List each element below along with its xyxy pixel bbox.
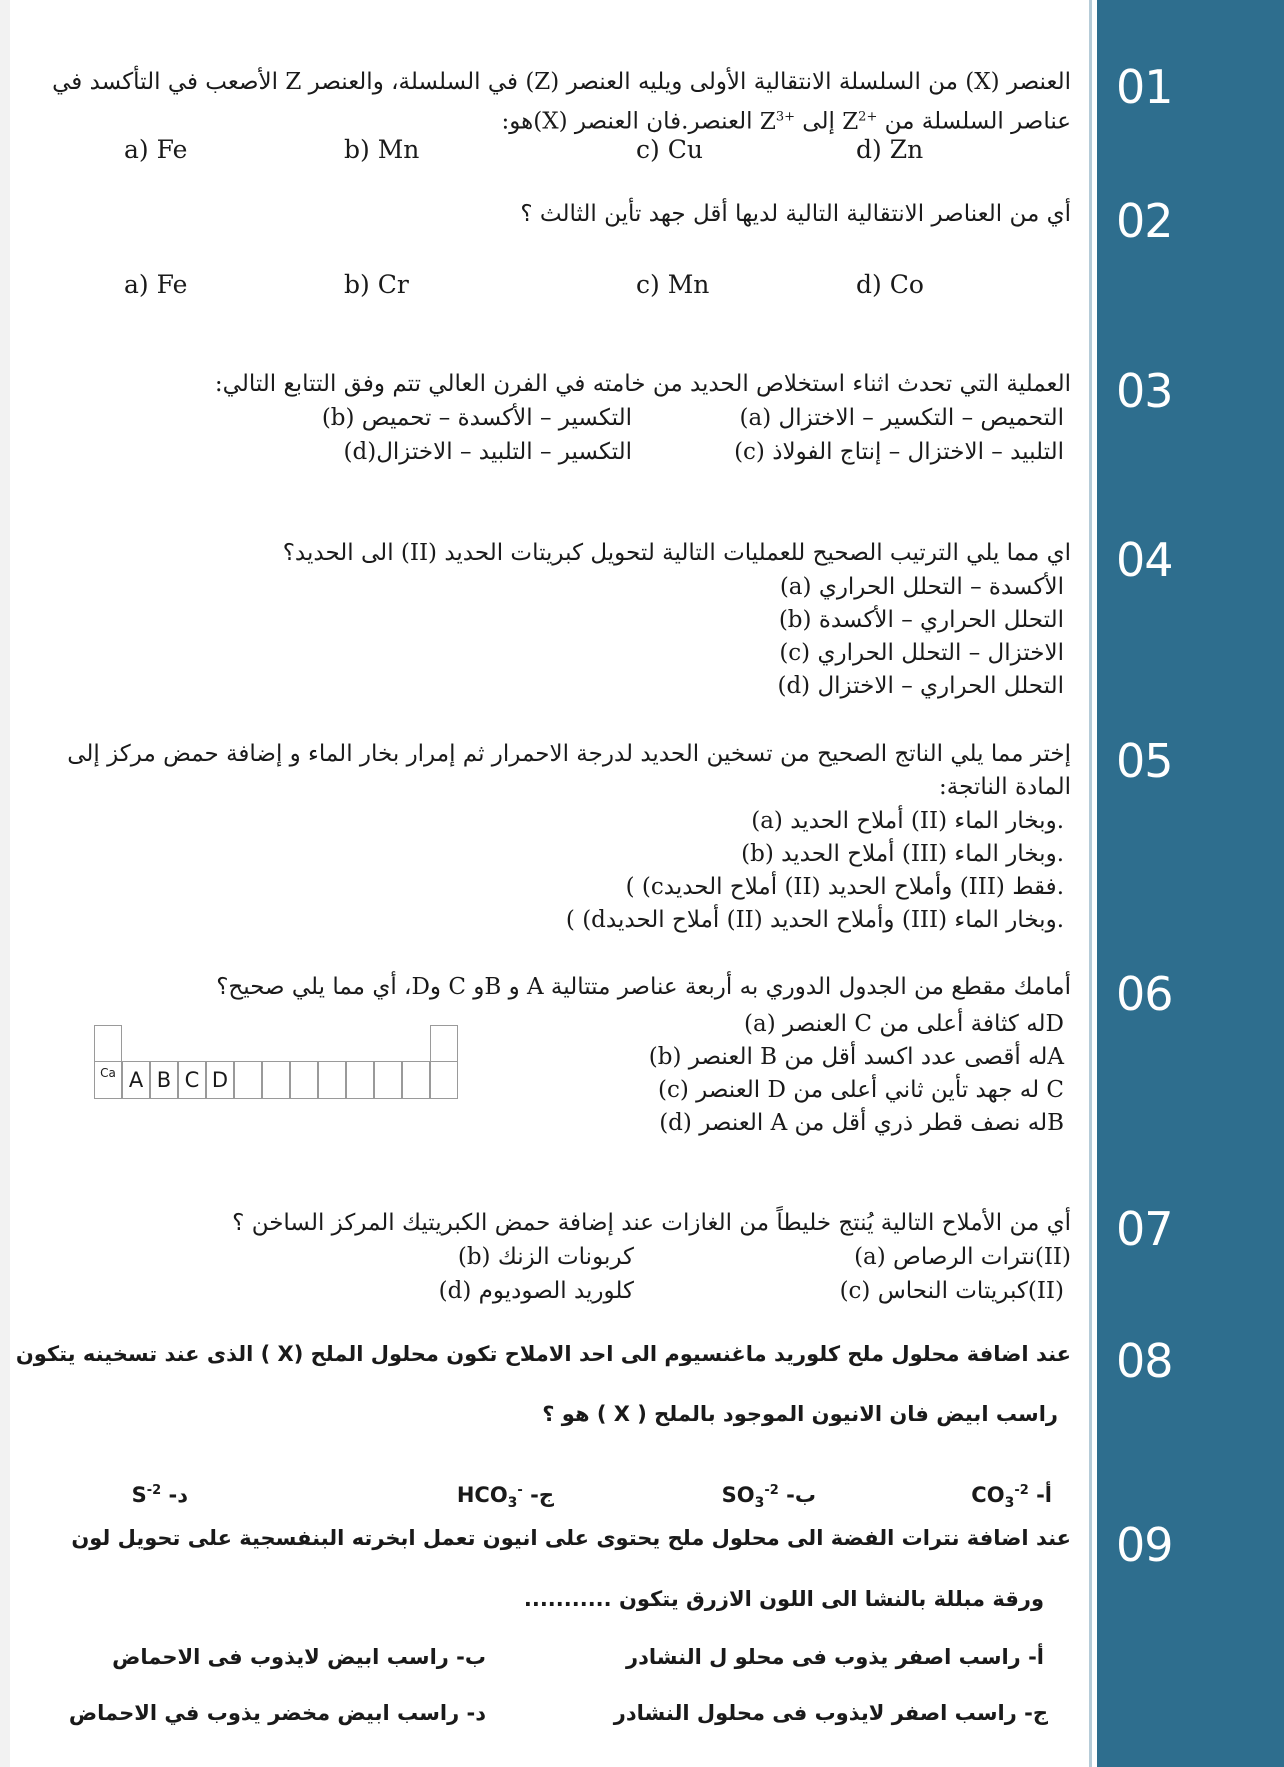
q06-option-c: (c) العنصر D له جهد تأين ثاني أعلى من C [657,1077,1064,1103]
q09-option-d: د- راسب ابيض مخضر يذوب في الاحماض [68,1701,486,1725]
q01-option-a: a) Fe [124,135,188,164]
q07-stem: أي من الأملاح التالية يُنتج خليطاً من الغازات عند إضافة حمض الكبريتيك المركز الساخن ؟ [232,1210,1071,1236]
question-number-sidebar [1097,0,1284,1767]
q01-option-d: d) Zn [856,135,924,164]
q01-stem-line2: عناصر السلسلة من $Z^{2+}$ إلى $Z^{3+}$ العنصر.فان العنصر (X)هو: [501,108,1071,135]
question-number-04: 04 [1116,533,1173,587]
q05-stem-line2: المادة الناتجة: [939,774,1071,800]
q01-option-b: b) Mn [344,135,420,164]
q05-option-a: (a) أملاح الحديد (II) وبخار الماء. [751,808,1064,834]
sidebar-divider [1089,0,1092,1767]
q06-option-a: (a) العنصر C له كثافة أعلى منD [744,1011,1064,1037]
q08-option-c: ج- $HCO_3^-$ [456,1483,554,1512]
q02-stem: أي من العناصر الانتقالية التالية لديها أقل جهد تأين الثالث ؟ [520,201,1071,227]
question-number-08: 08 [1116,1334,1173,1388]
q09-stem-line2: ورقة مبللة بالنشا الى اللون الازرق يتكون ........... [523,1587,1044,1611]
periodic-cell-empty [262,1061,290,1099]
question-number-02: 02 [1116,194,1173,248]
q01-option-c: c) Cu [636,135,703,164]
question-number-09: 09 [1116,1518,1173,1572]
q05-option-d: ( (dأملاح الحديد (II) وأملاح الحديد (III) وبخار الماء. [565,907,1064,933]
periodic-cell-empty [346,1061,374,1099]
q06-option-b: (b) العنصر B له أقصى عدد اكسد أقل منA [648,1044,1064,1070]
q06-stem: أمامك مقطع من الجدول الدوري به أربعة عناصر متتالية A و Bو C وD، أي مما يلي صحيح؟ [216,974,1071,1000]
q02-option-a: a) Fe [124,270,188,299]
question-number-06: 06 [1116,967,1173,1021]
q09-option-a: أ- راسب اصفر يذوب فى محلو ل النشادر [626,1645,1044,1669]
periodic-cell-empty [290,1061,318,1099]
q03-option-d: (d)التكسير – التلبيد – الاختزال [343,439,632,465]
q04-option-c: (c) الاختزال – التحلل الحراري [779,640,1064,666]
periodic-cell-empty [318,1061,346,1099]
q09-stem-line1: عند اضافة نترات الفضة الى محلول ملح يحتوى على انيون تعمل ابخرته البنفسجية على تحويل لون [71,1526,1071,1550]
periodic-cell-empty [374,1061,402,1099]
q04-option-b: (b) التحلل الحراري – الأكسدة [778,607,1064,633]
periodic-cell-empty [430,1061,458,1099]
q05-option-c: ( (cأملاح الحديد (II) وأملاح الحديد (III) فقط. [625,874,1064,900]
q05-option-b: (b) أملاح الحديد (III) وبخار الماء. [741,841,1064,867]
q08-option-d: د- $S^{-2}$ [131,1483,188,1507]
q01-stem-line1: العنصر (X) من السلسلة الانتقالية الأولى ويليه العنصر (Z) في السلسلة، والعنصر Z الأصعب في التأكسد في [52,69,1071,95]
periodic-cell-c: C [178,1061,206,1099]
q05-stem-line1: إختر مما يلي الناتج الصحيح من تسخين الحديد لدرجة الاحمرار ثم إمرار بخار الماء و إضافة حمض مركز إلى [67,741,1071,767]
q06-option-d: (d) العنصر A له نصف قطر ذري أقل منB [659,1110,1064,1136]
q04-option-a: (a) الأكسدة – التحلل الحراري [779,574,1064,600]
q07-option-a: (a) نترات الرصاص(II) [854,1244,1071,1270]
q03-stem: العملية التي تحدث اثناء استخلاص الحديد من خامته في الفرن العالي تتم وفق التتابع التالي: [214,371,1071,397]
periodic-cell-a: A [122,1061,150,1099]
q07-option-b: (b) كربونات الزنك [457,1244,634,1270]
periodic-cell-empty [402,1061,430,1099]
q09-option-c: ج- راسب اصفر لايذوب فى محلول النشادر [613,1701,1048,1725]
question-number-03: 03 [1116,364,1173,418]
q04-stem: اي مما يلي الترتيب الصحيح للعمليات التالية لتحويل كبريتات الحديد (II) الى الحديد؟ [282,540,1071,566]
q02-option-c: c) Mn [636,270,710,299]
q07-option-d: (d) كلوريد الصوديوم [438,1278,634,1304]
q09-option-b: ب- راسب ابيض لايذوب فى الاحماض [112,1645,486,1669]
q03-option-a: (a) التحميص – التكسير – الاختزال [739,405,1064,431]
periodic-cell-ca: Ca [94,1061,122,1099]
periodic-cell-b: B [150,1061,178,1099]
q07-option-c: (c) كبريتات النحاس(II) [839,1278,1064,1304]
q02-option-d: d) Co [856,270,924,299]
periodic-cell-d: D [206,1061,234,1099]
q08-option-b: ب- $SO_3^{-2}$ [721,1483,816,1512]
question-number-01: 01 [1116,60,1173,114]
periodic-table-top-left-cell [94,1025,122,1061]
q03-option-c: (c) التلبيد – الاختزال – إنتاج الفولاذ [734,439,1064,465]
q08-stem-line2: راسب ابيض فان الانيون الموجود بالملح ( X ) هو ؟ [542,1402,1058,1426]
periodic-table-top-right-cell [430,1025,458,1061]
q03-option-b: (b) التكسير – الأكسدة – تحميص [321,405,632,431]
periodic-cell-empty [234,1061,262,1099]
question-number-07: 07 [1116,1202,1173,1256]
question-number-05: 05 [1116,734,1173,788]
q04-option-d: (d) التحلل الحراري – الاختزال [777,673,1064,699]
q08-stem-line1: عند اضافة محلول ملح كلوريد ماغنسيوم الى احد الاملاح تكون محلول الملح (X ) الذى عند تسخينه يتكون [15,1342,1071,1366]
q08-option-a: أ- $CO_3^{-2}$ [971,1483,1052,1512]
q02-option-b: b) Cr [344,270,409,299]
